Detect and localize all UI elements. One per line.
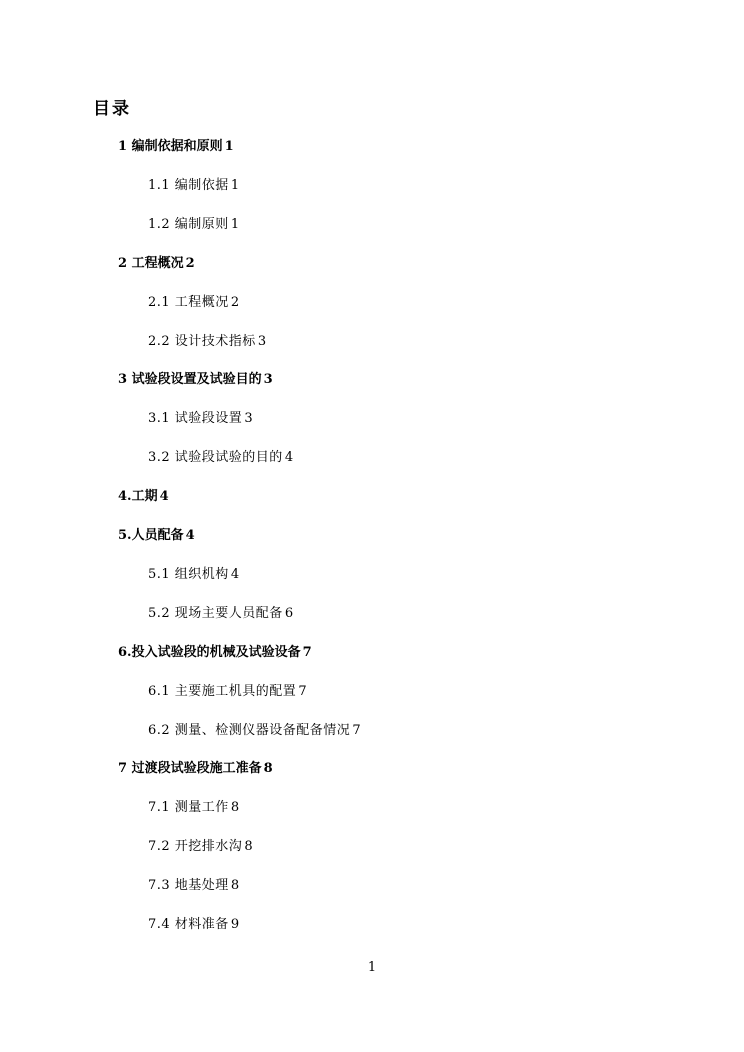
toc-entry-text: 3.1 试验段设置 [148, 411, 243, 426]
page-number: 1 [367, 960, 377, 975]
toc-entry-subsection[interactable] [148, 722, 361, 740]
toc-entry-subsection[interactable] [148, 916, 240, 934]
toc-entry-text: 5.人员配备 [118, 528, 184, 543]
toc-entry-page-number: 2 [185, 256, 195, 271]
toc-entry-page-number: 8 [263, 761, 273, 776]
toc-entry-text: 3 试验段设置及试验目的 [118, 372, 262, 387]
toc-entry-text: 7 过渡段试验段施工准备 [118, 761, 262, 776]
toc-entry-page-number: 8 [244, 839, 254, 854]
toc-entry-subsection[interactable] [148, 216, 240, 234]
toc-entry-text: 2.2 设计技术指标 [148, 334, 256, 349]
toc-entry-text: 7.3 地基处理 [148, 878, 229, 893]
toc-entry-page-number: 8 [230, 800, 240, 815]
toc-entry-section[interactable] [118, 527, 195, 545]
toc-entry-page-number: 1 [230, 217, 240, 232]
toc-entry-text: 1.1 编制依据 [148, 178, 229, 193]
toc-entry-section[interactable] [118, 488, 169, 506]
toc-entry-section[interactable] [118, 371, 273, 389]
toc-entry-text: 7.2 开挖排水沟 [148, 839, 243, 854]
toc-entry-text: 7.4 材料准备 [148, 917, 229, 932]
toc-entry-page-number: 1 [230, 178, 240, 193]
toc-entry-section[interactable] [118, 760, 273, 778]
toc-entry-page-number: 4 [185, 528, 195, 543]
toc-entry-subsection[interactable] [148, 333, 267, 351]
toc-entry-page-number: 1 [224, 139, 234, 154]
toc-entry-page-number: 3 [263, 372, 273, 387]
toc-entry-text: 7.1 测量工作 [148, 800, 229, 815]
toc-entry-subsection[interactable] [148, 838, 253, 856]
toc-entry-subsection[interactable] [148, 566, 240, 584]
toc-entry-section[interactable] [118, 255, 195, 273]
toc-entry-text: 2 工程概况 [118, 256, 184, 271]
toc-entry-subsection[interactable] [148, 410, 253, 428]
toc-entry-subsection[interactable] [148, 177, 240, 195]
toc-entry-subsection[interactable] [148, 294, 240, 312]
toc-entry-page-number: 4 [230, 567, 240, 582]
toc-entry-page-number: 7 [302, 645, 312, 660]
toc-entry-page-number: 9 [230, 917, 240, 932]
toc-entry-text: 4.工期 [118, 489, 158, 504]
toc-entry-subsection[interactable] [148, 605, 294, 623]
toc-entry-text: 6.2 测量、检测仪器设备配备情况 [148, 723, 351, 738]
toc-entry-text: 6.1 主要施工机具的配置 [148, 684, 297, 699]
toc-entry-page-number: 7 [298, 684, 308, 699]
toc-entry-section[interactable] [118, 644, 312, 662]
toc-entry-page-number: 3 [257, 334, 267, 349]
toc-entry-text: 5.2 现场主要人员配备 [148, 606, 283, 621]
toc-entry-page-number: 4 [284, 450, 294, 465]
toc-entry-section[interactable] [118, 138, 234, 156]
toc-entry-text: 1.2 编制原则 [148, 217, 229, 232]
toc-entry-page-number: 4 [159, 489, 169, 504]
toc-title: 目录 [93, 99, 131, 119]
toc-entry-page-number: 7 [352, 723, 362, 738]
toc-entry-page-number: 6 [284, 606, 294, 621]
toc-entry-page-number: 8 [230, 878, 240, 893]
toc-entry-text: 5.1 组织机构 [148, 567, 229, 582]
toc-entry-subsection[interactable] [148, 449, 294, 467]
toc-entry-subsection[interactable] [148, 799, 240, 817]
toc-entry-page-number: 3 [244, 411, 254, 426]
toc-entry-text: 6.投入试验段的机械及试验设备 [118, 645, 301, 660]
toc-entry-page-number: 2 [230, 295, 240, 310]
toc-entry-subsection[interactable] [148, 877, 240, 895]
toc-entry-text: 1 编制依据和原则 [118, 139, 223, 154]
toc-entry-text: 3.2 试验段试验的目的 [148, 450, 283, 465]
toc-entry-subsection[interactable] [148, 683, 307, 701]
toc-entry-text: 2.1 工程概况 [148, 295, 229, 310]
